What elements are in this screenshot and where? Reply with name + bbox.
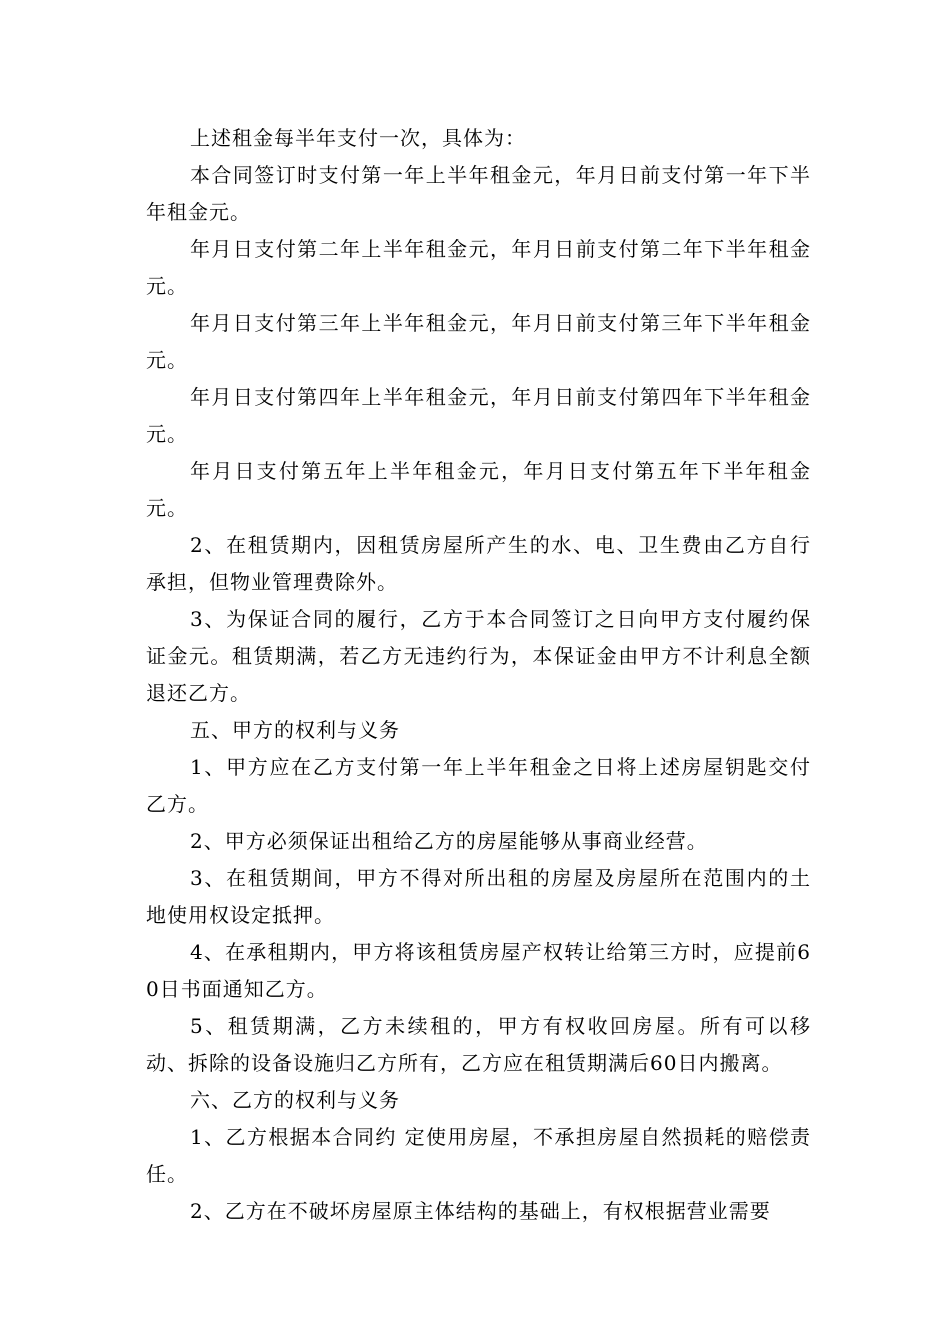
paragraph-rent-year-1: 本合同签订时支付第一年上半年租金元，年月日前支付第一年下半年租金元。	[146, 163, 811, 224]
paragraph-rent-schedule-intro: 上述租金每半年支付一次，具体为：	[190, 126, 526, 150]
paragraph-party-a-2: 2、甲方必须保证出租给乙方的房屋能够从事商业经营。	[190, 829, 708, 853]
paragraph-party-b-1: 1、乙方根据本合同约 定使用房屋，不承担房屋自然损耗的赔偿责任。	[146, 1125, 811, 1186]
paragraph-rent-year-4: 年月日支付第四年上半年租金元，年月日前支付第四年下半年租金元。	[146, 385, 811, 446]
paragraph-party-a-4: 4、在承租期内，甲方将该租赁房屋产权转让给第三方时，应提前60日书面通知乙方。	[146, 940, 811, 1001]
paragraph-party-b-2: 2、乙方在不破坏房屋原主体结构的基础上，有权根据营业需要	[190, 1199, 771, 1223]
section-heading-party-b: 六、乙方的权利与义务	[190, 1088, 400, 1112]
document-page	[146, 120, 811, 1230]
paragraph-party-a-1: 1、甲方应在乙方支付第一年上半年租金之日将上述房屋钥匙交付乙方。	[146, 755, 811, 816]
paragraph-party-a-3: 3、在租赁期间，甲方不得对所出租的房屋及房屋所在范围内的土地使用权设定抵押。	[146, 866, 811, 927]
section-heading-party-a: 五、甲方的权利与义务	[190, 718, 400, 742]
paragraph-rent-year-5: 年月日支付第五年上半年租金元，年月日支付第五年下半年租金元。	[146, 459, 811, 520]
paragraph-utilities: 2、在租赁期内，因租赁房屋所产生的水、电、卫生费由乙方自行承担，但物业管理费除外。	[146, 533, 811, 594]
paragraph-rent-year-3: 年月日支付第三年上半年租金元，年月日前支付第三年下半年租金元。	[146, 311, 811, 372]
paragraph-rent-year-2: 年月日支付第二年上半年租金元，年月日前支付第二年下半年租金元。	[146, 237, 811, 298]
paragraph-party-a-5: 5、租赁期满，乙方未续租的，甲方有权收回房屋。所有可以移动、拆除的设备设施归乙方所有，乙方应在租赁期满后60日内搬离。	[146, 1014, 811, 1075]
paragraph-deposit: 3、为保证合同的履行，乙方于本合同签订之日向甲方支付履约保证金元。租赁期满，若乙方无违约行为，本保证金由甲方不计利息全额退还乙方。	[146, 607, 811, 705]
